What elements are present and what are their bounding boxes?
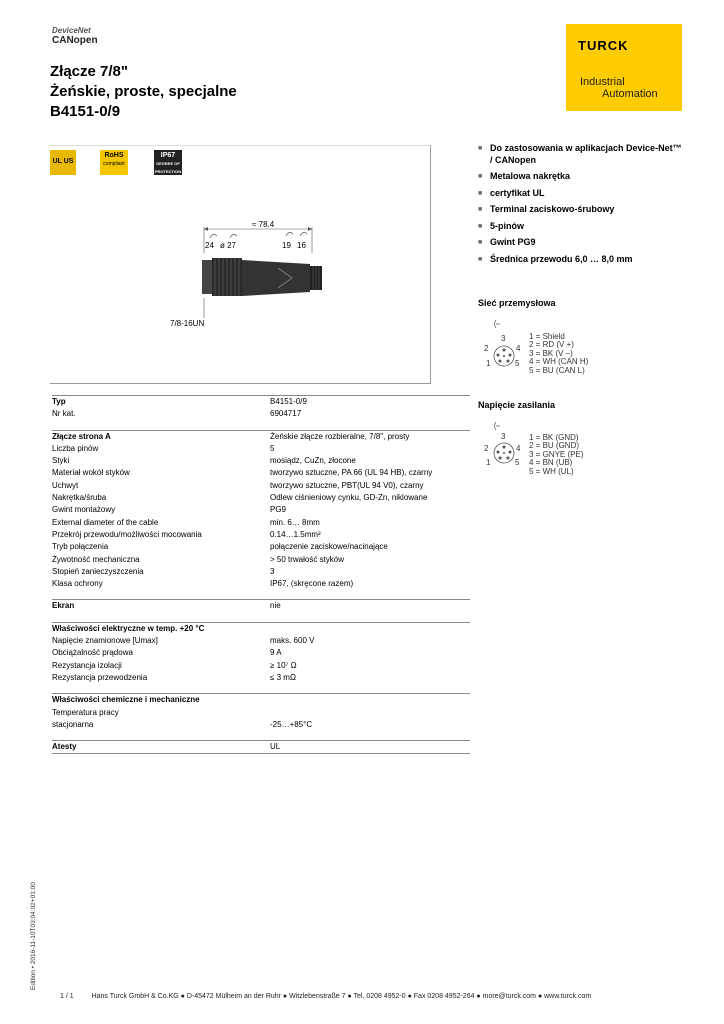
ul-certification-badge: UL US [50, 150, 76, 175]
spec-value: PG9 [270, 505, 287, 515]
list-item: 3 = GNYE (PE) [529, 449, 584, 459]
list-item: ■ Średnica przewodu 6,0 … 8,0 mm [478, 254, 683, 266]
spec-key: External diameter of the cable [52, 517, 159, 527]
spec-key: Właściwości elektryczne w temp. +20 °C [52, 623, 205, 633]
spec-value: ≥ 10⁷ Ω [270, 660, 297, 670]
spec-key: Nakrętka/śruba [52, 493, 107, 503]
list-item: 2 = BU (GND) [529, 441, 580, 451]
spec-key: Rezystancja przewodzenia [52, 672, 148, 682]
spec-value: 0.14…1.5mm² [270, 529, 321, 539]
devicenet-logo: DeviceNet [52, 26, 91, 35]
spec-row-type [52, 395, 470, 408]
list-item: ■ Terminal zaciskowo-śrubowy [478, 204, 683, 216]
list-item: ■ 5-pinów [478, 221, 683, 233]
list-item: 5 = WH (UL) [529, 466, 574, 476]
pin-label-4: 4 [516, 344, 521, 353]
spec-key: Obciążalność prądowa [52, 648, 133, 658]
table-row [52, 504, 470, 516]
spec-key: Przekrój przewodu/możliwości mocowania [52, 529, 202, 539]
dim-24: 24 [205, 241, 214, 250]
table-row [52, 707, 470, 719]
rohs-text: RoHS [104, 152, 124, 159]
network-pinout-diagram [482, 318, 526, 376]
list-item: 1 = Shield [529, 332, 565, 341]
spec-key: Stopień zanieczyszczenia [52, 566, 144, 576]
spec-key: Gwint montażowy [52, 505, 116, 515]
spec-value: połączenie zaciskowe/nacinające [270, 542, 388, 552]
table-row [52, 578, 470, 590]
spec-row-approvals [52, 740, 470, 753]
ip67-sub: DEGREE OF PROTECTION [154, 161, 182, 174]
tagline-automation: Automation [602, 88, 658, 100]
table-row [52, 517, 470, 529]
pin-label-3: 3 [501, 432, 506, 441]
spec-value: mosiądz, CuZn, złocone [270, 456, 356, 466]
rohs-sub: compliant [103, 161, 125, 167]
list-item: 1 = BK (GND) [529, 433, 579, 442]
spec-key: Tryb połączenia [52, 542, 109, 552]
product-image-area [50, 145, 431, 384]
spec-row-connector-a [52, 430, 470, 443]
spec-key: Złącze strona A [52, 431, 111, 441]
spec-key: Typ [52, 397, 66, 406]
pin-label-5: 5 [515, 458, 520, 467]
edition-stamp: Edition • 2016-11-10T03:04:02+01:00 [30, 882, 37, 990]
table-row [52, 635, 470, 647]
fieldbus-logos [52, 26, 98, 46]
power-section-title: Napięcie zasilania [478, 400, 556, 410]
spec-key: Właściwości chemiczne i mechaniczne [52, 695, 200, 705]
spec-value: tworzywo sztuczne, PBT(UL 94 V0), czarny [270, 480, 424, 490]
pin-label-4: 4 [516, 444, 521, 453]
list-item: 5 = BU (CAN L) [529, 365, 585, 375]
spec-value: 3 [270, 566, 275, 576]
pin-label-1: 1 [486, 359, 491, 368]
spec-value: maks. 600 V [270, 636, 315, 646]
tagline-industrial: Industrial [580, 76, 625, 88]
title-line-1: Złącze 7/8" [50, 63, 128, 80]
spec-value: tworzywo sztuczne, PA 66 (UL 94 HB), czarny [270, 468, 433, 478]
spec-value: Żeńskie złącze rozbieralne, 7/8", prosty [270, 431, 410, 441]
spec-value: -25…+85°C [270, 719, 313, 729]
spec-value: 9 A [270, 648, 282, 658]
spec-key: Nr kat. [52, 409, 76, 419]
spec-key: Materiał wokół styków [52, 468, 130, 478]
table-row [52, 554, 470, 566]
list-item: ■ Do zastosowania w aplikacjach Device-Net™ / CANopen [478, 143, 683, 166]
company-address: Hans Turck GmbH & Co.KG ● D-45472 Mülheim an der Ruhr ● Witzlebenstraße 7 ● Tel. 0208 4952-0 ● Fax 0208 4952-264 ● more@turck.com ● www.turck.com [91, 993, 592, 1000]
spec-value: UL [270, 742, 281, 752]
spec-key: Klasa ochrony [52, 579, 103, 589]
spec-value: nie [270, 601, 281, 611]
thread-label: 7/8-16UN [170, 319, 205, 328]
brand-tagline [580, 76, 658, 100]
spec-section-chemical [52, 693, 470, 706]
network-section-title: Sieć przemysłowa [478, 298, 556, 308]
spec-key: Uchwyt [52, 480, 79, 490]
spec-value: 5 [270, 443, 275, 453]
spec-row-shield [52, 599, 470, 612]
table-row [52, 480, 470, 492]
spec-value: B4151-0/9 [270, 397, 307, 406]
table-row [52, 672, 470, 684]
feature-list [478, 143, 683, 270]
power-pinout-diagram [482, 420, 526, 478]
list-item: 2 = RD (V +) [529, 340, 574, 350]
title-line-3: B4151-0/9 [50, 103, 121, 120]
pin-label-2: 2 [484, 344, 489, 353]
spec-key: Napięcie znamionowe [Umax] [52, 636, 158, 646]
page-number: 1 / 1 [60, 993, 74, 1000]
table-row [52, 647, 470, 659]
spec-section-electrical [52, 622, 470, 635]
table-row [52, 566, 470, 578]
table-row [52, 492, 470, 504]
page-footer [60, 993, 591, 1000]
list-item: ■ certyfikat UL [478, 188, 683, 200]
dim-16: 16 [297, 241, 306, 250]
spec-key: Atesty [52, 742, 77, 752]
canopen-logo: CANopen [52, 35, 98, 46]
dim-length: ≈ 78.4 [252, 220, 275, 229]
table-row [52, 719, 470, 731]
spec-value: 6904717 [270, 409, 302, 419]
list-item: ■ Metalowa nakrętka [478, 171, 683, 183]
table-row [52, 529, 470, 541]
turck-logo-block [566, 24, 682, 111]
connector-dimension-drawing [170, 218, 370, 328]
spec-value: Odlew ciśnieniowy cynku, GD-Zn, niklowane [270, 493, 428, 503]
list-item: 4 = BN (UB) [529, 458, 573, 468]
pin-label-1: 1 [486, 458, 491, 467]
ip67-badge [154, 150, 182, 175]
ip67-text: IP67 [160, 152, 176, 159]
table-row [52, 467, 470, 479]
product-title [50, 62, 237, 122]
spec-value: ≤ 3 mΩ [270, 672, 296, 682]
power-pin-list [529, 434, 583, 476]
table-row [52, 443, 470, 455]
spec-key: Temperatura pracy [52, 707, 119, 717]
title-line-2: Żeńskie, proste, specjalne [50, 83, 237, 100]
spec-value: > 50 trwałość styków [270, 554, 345, 564]
table-row [52, 660, 470, 672]
pin-label-2: 2 [484, 444, 489, 453]
spec-value: min. 6… 8mm [270, 517, 320, 527]
network-pin-list [529, 333, 588, 375]
pin-label-3: 3 [501, 334, 506, 343]
spec-key: Żywotność mechaniczna [52, 554, 140, 564]
spec-value: IP67, (skręcone razem) [270, 579, 354, 589]
dim-27: ø 27 [220, 241, 237, 250]
table-row [52, 455, 470, 467]
spec-key: Ekran [52, 601, 75, 611]
list-item: 3 = BK (V –) [529, 348, 573, 358]
spec-key: Styki [52, 456, 70, 466]
rohs-badge [100, 150, 128, 175]
turck-logo: TURCK [578, 38, 629, 53]
table-row [52, 541, 470, 553]
spec-key: Rezystancja izolacji [52, 660, 122, 670]
spec-table [52, 395, 470, 754]
pin-label-5: 5 [515, 359, 520, 368]
spec-row-catalog [52, 408, 470, 420]
list-item: ■ Gwint PG9 [478, 237, 683, 249]
list-item: 4 = WH (CAN H) [529, 357, 589, 367]
spec-key: stacjonarna [52, 719, 94, 729]
dim-19: 19 [282, 241, 291, 250]
spec-key: Liczba pinów [52, 443, 99, 453]
